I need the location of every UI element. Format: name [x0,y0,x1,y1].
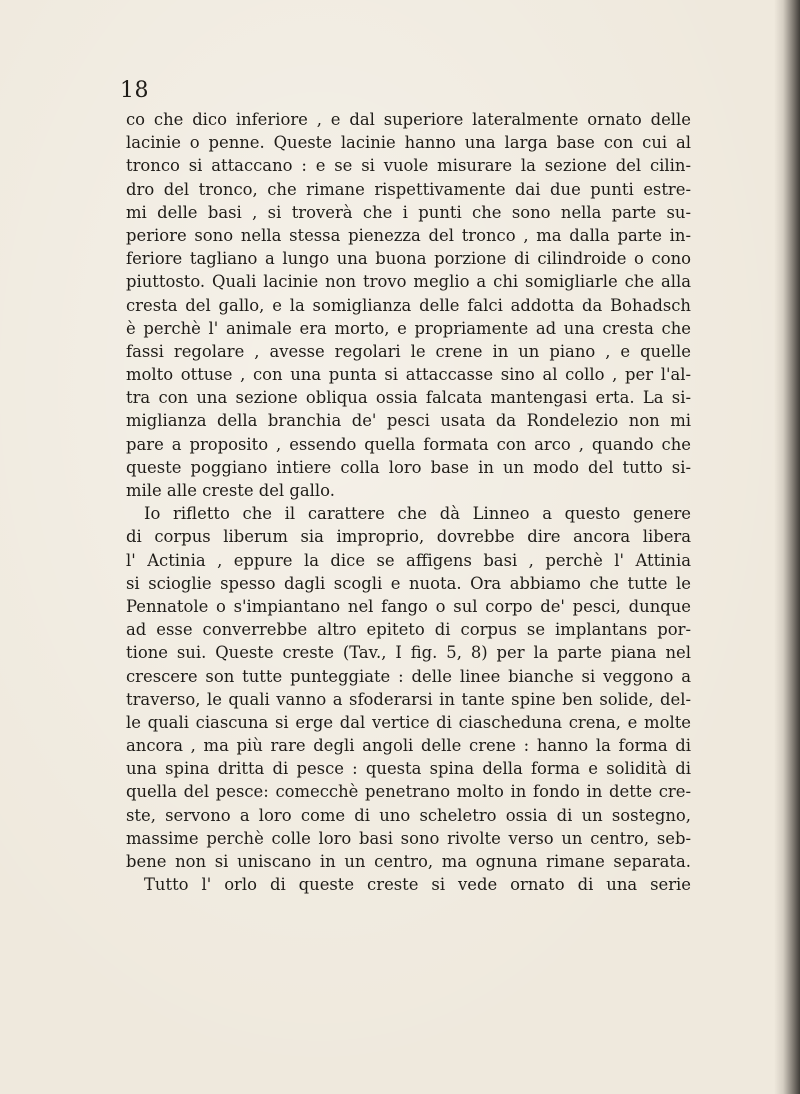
text-line: le quali ciascuna si erge dal vertice di ciascheduna crena, e molte [126,712,691,732]
text-line: queste poggiano intiere colla loro base in un modo del tutto si- [126,457,691,477]
text-line: è perchè l' animale era morto, e propriamente ad una cresta che [126,318,691,338]
text-line: l' Actinia , eppure la dice se affigens basi , perchè l' Attinia [126,550,691,570]
text-line: mile alle creste del gallo. [126,481,335,500]
text-line: lacinie o penne. Queste lacinie hanno una larga base con cui al [126,133,691,153]
text-line: piuttosto. Quali lacinie non trovo meglio a chi somigliarle che alla [126,272,691,292]
text-line: miglianza della branchia de' pesci usata da Rondelezio non mi [126,411,691,431]
text-line: bene non si uniscano in un centro, ma ognuna rimane separata. [126,852,691,871]
text-line: periore sono nella stessa pienezza del tronco , ma dalla parte in- [126,225,691,245]
text-line: pare a proposito , essendo quella formata con arco , quando che [126,434,691,454]
text-line: co che dico inferiore , e dal superiore lateralmente ornato delle [126,110,691,129]
text-line: massime perchè colle loro basi sono rivolte verso un centro, seb- [126,828,691,848]
text-line: fassi regolare , avesse regolari le crene in un piano , e quelle [126,341,691,361]
text-line: tra con una sezione obliqua ossia falcata mantengasi erta. La si- [126,388,691,408]
body-text [126,108,691,896]
text-line: di corpus liberum sia improprio, dovrebbe dire ancora libera [126,527,691,547]
text-line: traverso, le quali vanno a sfoderarsi in tante spine ben solide, del- [126,689,691,709]
text-line: cresta del gallo, e la somiglianza delle falci addotta da Bohadsch [126,295,691,315]
text-line: molto ottuse , con una punta si attaccasse sino al collo , per l'al- [126,365,691,385]
text-line: ad esse converrebbe altro epiteto di corpus se implantans por- [126,620,691,640]
text-line: dro del tronco, che rimane rispettivamente dai due punti estre- [126,179,691,199]
text-line: tione sui. Queste creste (Tav., I fig. 5, 8) per la parte piana nel [126,643,691,663]
page-edge-shadow [774,0,800,1094]
text-line: Pennatole o s'impiantano nel fango o sul corpo de' pesci, dunque [126,596,691,616]
text-line: quella del pesce: comecchè penetrano molto in fondo in dette cre- [126,782,691,802]
text-line: crescere son tutte punteggiate : delle linee bianche si veggono a [126,666,691,686]
text-line: una spina dritta di pesce : questa spina della forma e solidità di [126,759,691,779]
text-line: Tutto l' orlo di queste creste si vede ornato di una serie [144,875,691,895]
page-number: 18 [120,78,149,103]
text-line: ancora , ma più rare degli angoli delle crene : hanno la forma di [126,736,691,756]
text-line: mi delle basi , si troverà che i punti che sono nella parte su- [126,202,691,222]
text-line: ste, servono a loro come di uno scheletro ossia di un sostegno, [126,805,691,825]
text-line: feriore tagliano a lungo una buona porzione di cilindroide o cono [126,249,691,269]
text-line: si scioglie spesso dagli scogli e nuota. Ora abbiamo che tutte le [126,573,691,593]
text-line: tronco si attaccano : e se si vuole misurare la sezione del cilin- [126,156,691,176]
text-line: Io rifletto che il carattere che dà Linneo a questo genere [144,504,691,524]
